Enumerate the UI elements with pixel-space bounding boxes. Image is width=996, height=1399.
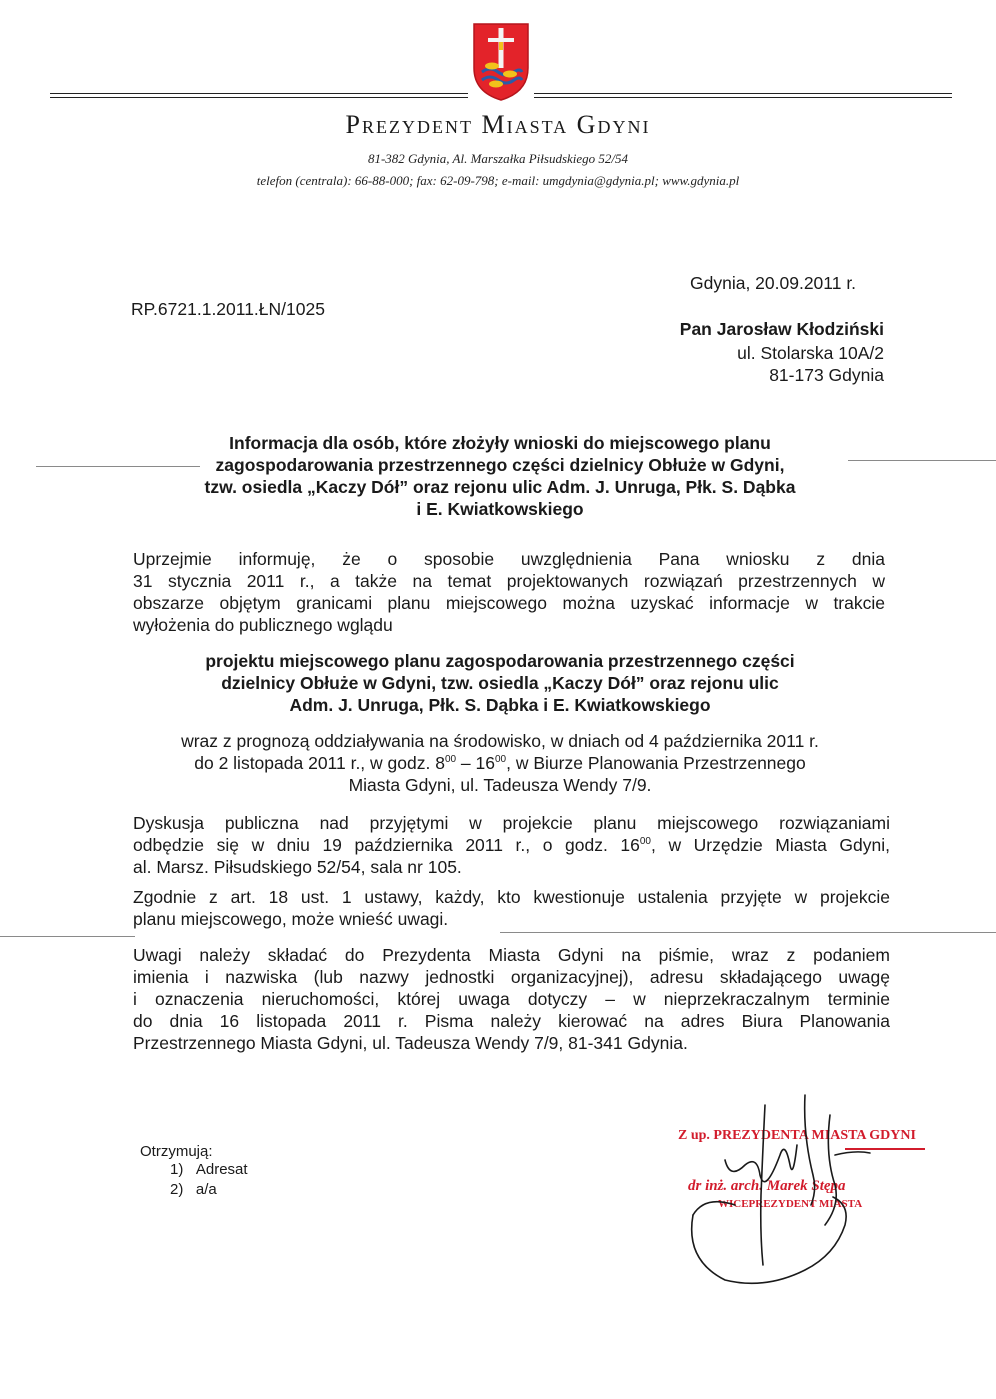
scan-fold-line [848, 460, 996, 461]
paragraph-line: obszarze objętym granicami planu miejscowego można uzyskać informacje w trakcie [133, 593, 885, 613]
discussion-line: al. Marsz. Piłsudskiego 52/54, sala nr 105. [133, 857, 462, 877]
letterhead-rule-left-2 [50, 97, 468, 98]
discussion-line: Dyskusja publiczna nad przyjętymi w projekcie planu miejscowego rozwiązaniami [133, 813, 890, 833]
stamp-authority: Z up. PREZYDENTA MIASTA GDYNI [678, 1128, 916, 1143]
recipients-heading: Otrzymują: [140, 1143, 213, 1160]
remarks-line: imienia i nazwiska (lub nazwy jednostki organizacyjnej), adresu składającego uwagę [133, 967, 890, 987]
subject-line: tzw. osiedla „Kaczy Dół” oraz rejonu ulic Adm. J. Unruga, Płk. S. Dąbka [204, 477, 796, 497]
exhibition-line [90, 752, 910, 774]
stamp-position: WICEPREZYDENT MIASTA [718, 1198, 863, 1210]
recipients-item [170, 1160, 248, 1180]
recipients-item [170, 1180, 217, 1200]
scan-fold-line [0, 936, 135, 937]
subject-line: Informacja dla osób, które złożyły wnioski do miejscowego planu [229, 433, 771, 453]
recipient-city: 81-173 Gdynia [769, 365, 884, 385]
letterhead-contact: telefon (centrala): 66-88-000; fax: 62-09-798; e-mail: umgdynia@gdynia.pl; www.gdynia.pl [256, 173, 740, 188]
discussion-text: , w Urzędzie Miasta Gdyni, [651, 835, 890, 855]
exhibition-text: – 16 [456, 753, 495, 773]
project-title-line: Adm. J. Unruga, Płk. S. Dąbka i E. Kwiatkowskiego [289, 695, 711, 715]
hour-superscript: 00 [444, 754, 457, 766]
subject-heading [90, 432, 910, 520]
scan-fold-line [36, 466, 200, 467]
recipients-item-label: Adresat [195, 1161, 248, 1178]
exhibition-text: do 2 listopada 2011 r., w godz. 8 [194, 753, 445, 773]
paragraph-line: 31 stycznia 2011 r., a także na temat projektowanych rozwiązań przestrzennych w [133, 571, 885, 591]
letterhead-address: 81-382 Gdynia, Al. Marszałka Piłsudskiego 52/54 [367, 151, 629, 166]
city-crest-logo [472, 22, 530, 102]
project-title-line: projektu miejscowego planu zagospodarowania przestrzennego części [205, 651, 795, 671]
remarks-line: do dnia 16 listopada 2011 r. Pisma należy kierować na adres Biura Planowania [133, 1011, 890, 1031]
discussion-text: odbędzie się w dniu 19 października 2011 r., o godz. 16 [133, 835, 640, 855]
reference-number: RP.6721.1.2011.ŁN/1025 [131, 299, 325, 319]
project-title [90, 650, 910, 716]
art18-line: Zgodnie z art. 18 ust. 1 ustawy, każdy, kto kwestionuje ustalenia przyjęte w projekcie [133, 887, 890, 907]
stamp-signatory: dr inż. arch. Marek Stępa [688, 1178, 846, 1194]
letterhead-rule-right [534, 93, 952, 94]
letterhead-title: Prezydent Miasta Gdyni [345, 110, 651, 139]
subject-line: zagospodarowania przestrzennego części dzielnicy Obłuże w Gdyni, [215, 455, 785, 475]
art18-paragraph [133, 886, 890, 930]
paragraph-line: Uprzejmie informuję, że o sposobie uwzględnienia Pana wniosku z dnia [133, 549, 885, 569]
subject-line: i E. Kwiatkowskiego [416, 499, 584, 519]
hour-superscript: 00 [495, 754, 507, 766]
letterhead-rule-left [50, 93, 468, 94]
letterhead-rule-right-2 [534, 97, 952, 98]
handwritten-signature [685, 1085, 885, 1290]
exhibition-line: wraz z prognozą oddziaływania na środowisko, w dniach od 4 października 2011 r. [181, 731, 819, 751]
recipients-item-number: 2) [170, 1181, 184, 1198]
recipients-item-number: 1) [170, 1161, 184, 1178]
letter-date: Gdynia, 20.09.2011 r. [690, 273, 857, 293]
exhibition-text: , w Biurze Planowania Przestrzennego [506, 753, 806, 773]
remarks-line: Przestrzennego Miasta Gdyni, ul. Tadeusza Wendy 7/9, 81-341 Gdynia. [133, 1033, 688, 1053]
recipient-street: ul. Stolarska 10A/2 [737, 343, 884, 363]
recipients-item-label: a/a [195, 1181, 217, 1198]
recipient-name: Pan Jarosław Kłodziński [679, 319, 884, 339]
discussion-line [133, 834, 890, 856]
exhibition-paragraph [90, 730, 910, 796]
scan-fold-line [500, 932, 996, 933]
remarks-paragraph [133, 944, 890, 1054]
art18-line: planu miejscowego, może wnieść uwagi. [133, 909, 449, 929]
project-title-line: dzielnicy Obłuże w Gdyni, tzw. osiedla „Kaczy Dół” oraz rejonu ulic [221, 673, 779, 693]
paragraph-line: wyłożenia do publicznego wglądu [133, 615, 393, 635]
remarks-line: Uwagi należy składać do Prezydenta Miasta Gdyni na piśmie, wraz z podaniem [133, 945, 890, 965]
exhibition-line: Miasta Gdyni, ul. Tadeusza Wendy 7/9. [348, 775, 652, 795]
hour-superscript: 00 [639, 836, 651, 848]
discussion-paragraph [133, 812, 890, 878]
paragraph-information [133, 548, 885, 636]
remarks-line: i oznaczenia nieruchomości, której uwaga dotyczy – w nieprzekraczalnym terminie [133, 989, 890, 1009]
